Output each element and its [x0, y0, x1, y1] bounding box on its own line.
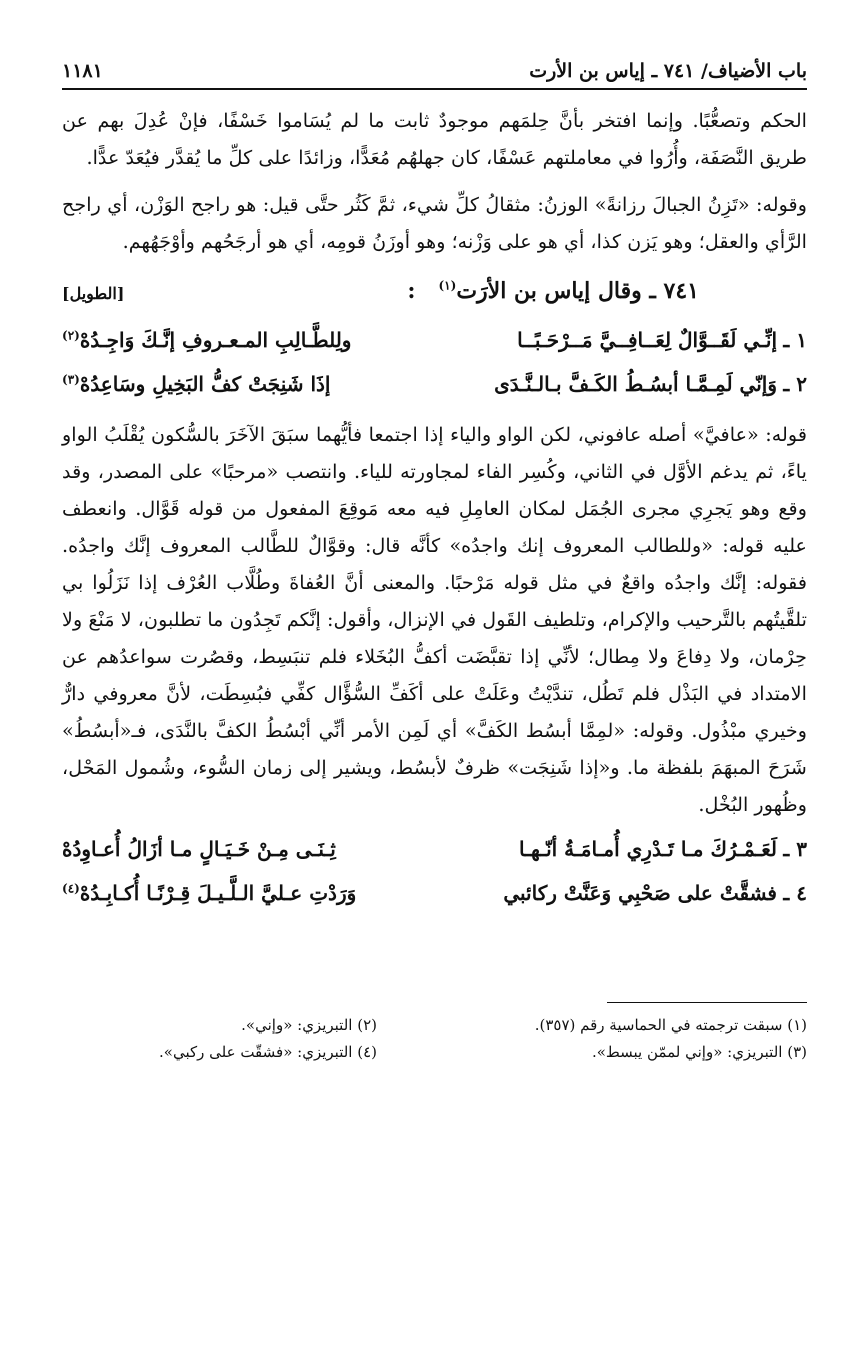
verse-line — [62, 831, 807, 875]
hemistich-text: إذَا شَنِجَتْ كفُّ البَخِيلِ وسَاعِدُهْ — [79, 372, 331, 396]
verse-second-hemistich — [62, 837, 336, 861]
page-number: ١١٨١ — [62, 60, 103, 82]
verse-second-hemistich — [62, 328, 351, 352]
verse-line — [62, 322, 807, 366]
footnote-ref-3: (٣) — [62, 372, 80, 387]
footnote-ref-4: (٤) — [62, 881, 80, 896]
verse-first-hemistich: إنِّـي لَقَــوَّالٌ لِعَــافِــيَّ مَــرْحَـبًــا — [517, 328, 777, 352]
footnote-3: (٣) التبريزي: «وإني لممّن يبسط». — [591, 1043, 807, 1061]
verses-group-1 — [62, 322, 807, 410]
footnote-ref-2: (٢) — [62, 328, 80, 343]
footnote-row — [62, 1039, 807, 1066]
verse-second-hemistich — [62, 881, 356, 905]
footnote-1: (١) سبقت ترجمته في الحماسية رقم (٣٥٧). — [534, 1016, 807, 1034]
book-page — [62, 52, 807, 1061]
paragraph-commentary: قوله: «عافيَّ» أصله عافوني، لكن الواو والياء إذا اجتمعا فأيُّهما سبَقَ الآخَرَ بالسُّكون يُقْلَبُ الواو ياءً، ثم يدغم الأوَّل في الثاني، وكُسِر الفاء لمجاورته للياء. وانتصب «مرحبًا» على المصدر، وقد وقع وهو يَجرِي مجرى الجُمَل لمكان العامِلِ فيه معه مَوقِعَ المفعول من قوله قَوَّال. وانعطف عليه قوله: «وللطالب المعروف إنك واجدُه» كأنَّه قال: وقوَّالٌ للطَّالب المعروف إنَّك واجدُه. فقوله: إنَّك واجدُه واقعٌ في مثل قوله مَرْحبًا. والمعنى أنَّ العُفاةَ وطُلَّاب العُرْف إذا نَزَلُوا بي تلقَّيتُهم بالتَّرحيب والإكرام، وتلطيف القَول في الإنزال، وأقول: إنَّكم تَجِدُون ما تطلبون، لا مَنْعَ ولا حِرْمان، ولا دِفاعَ ولا مِطال؛ لأنِّي إذا تقبَّضَت أكفُّ البُخَلاء فلم تنبَسِط، وقصُرت سواعدُهم عن الامتداد في البَذْل فلم تَطُل، تندَّيْتُ وعَلَتْ على أكَفِّ السُّؤَّال كفِّي فبُسِطَت، لأنَّ معروفي دارٌّ وخيري مبْذُول. وقوله: «لمِمَّا أبسُط الكَفَّ» أي لَمِن الأمر أنِّي أبْسُطُ الكفَّ بالنَّدَى، فـ«أبسُطُ» شَرَحَ المبهَمَ بلفظة ما. و«إذا شَنِجَت» ظرفٌ لأبسُط، ويشير إلى زمان السُّوء، وشُمول المَحْل، وظُهور البُخْل. — [62, 423, 807, 816]
verse-number: ٣ ـ — [783, 837, 807, 861]
poem-title-text: ٧٤١ ـ وقال إياس بن الأرَت — [456, 278, 699, 304]
verse-line — [62, 875, 807, 919]
page-header — [62, 52, 807, 90]
verse-first-hemistich: لَعَـمْـرُكَ مـا تَـدْرِي أُمـامَـةُ أنّـهـا — [519, 837, 777, 861]
footnote-4: (٤) التبريزي: «فشقّت على ركبي». — [159, 1043, 377, 1061]
footnote-ref-1: (١) — [438, 278, 457, 293]
paragraph-intro: الحكم وتصعُّبًا. وإنما افتخر بأنَّ حِلمَهم موجودٌ ثابت ما لم يُسَاموا خَسْفًا، فإنْ عُدِلَ بهم عن طريق النَّصَفَة، وأُرُوا في معاملتهم عَسْفًا، كان جهلهُم مُعَدًّا، وزائدًا على كلِّ ما يُقدَّر فيُعَدّ عدًّا. — [62, 109, 807, 169]
verse-second-hemistich — [62, 372, 330, 396]
footnote-2: (٢) التبريزي: «وإني». — [241, 1016, 377, 1034]
hemistich-text: ثِـنَـى مِـنْ خَـيَـالٍ مـا أزَالُ أُعـاوِدُهْ — [62, 837, 336, 861]
running-title: باب الأضياف/ ٧٤١ ـ إياس بن الأرت — [529, 60, 807, 82]
verses-group-2 — [62, 831, 807, 919]
meter-label: [الطويل] — [62, 284, 125, 303]
footnotes — [62, 1012, 807, 1066]
poem-title — [407, 278, 699, 304]
paragraph-wazn: وقوله: «تَزِنُ الجبالَ رزانةً» الوزنُ: مثقالُ كلِّ شيء، ثمَّ كَثُر حتَّى قيل: هو راجح الوَزْن، أي راجح الرَّأي والعقل؛ وهو يَزن كذا، أي هو على وَزْنه؛ وهو أوزَنُ قومِه، أي هو أرجَحُهم وأوْجَهُهم. — [62, 193, 807, 253]
verse-number: ٤ ـ — [783, 881, 807, 905]
hemistich-text: وَرَدْتِ عـليَّ الـلَّـيـلَ قِـرْنًـا أُكـابِـدُهْ — [79, 881, 357, 905]
poem-title-colon: : — [407, 278, 416, 304]
verse-line — [62, 366, 807, 410]
verse-number: ٢ ـ — [783, 372, 807, 396]
verse-number: ١ ـ — [783, 328, 807, 352]
footnote-divider — [607, 1002, 807, 1003]
poem-heading — [62, 268, 807, 320]
hemistich-text: ولِلطَّـالِبِ المـعـروفِ إنَّـكَ وَاجِـدُهْ — [79, 328, 352, 352]
verse-first-hemistich: فشقَّتْ على صَحْبِي وَعَنَّتْ ركائبي — [503, 881, 777, 905]
verse-first-hemistich: وَإنّي لَمِـمَّـا أبسُـطُ الكَـفَّ بـالـنَّـدَى — [494, 372, 777, 396]
footnote-row — [62, 1012, 807, 1039]
